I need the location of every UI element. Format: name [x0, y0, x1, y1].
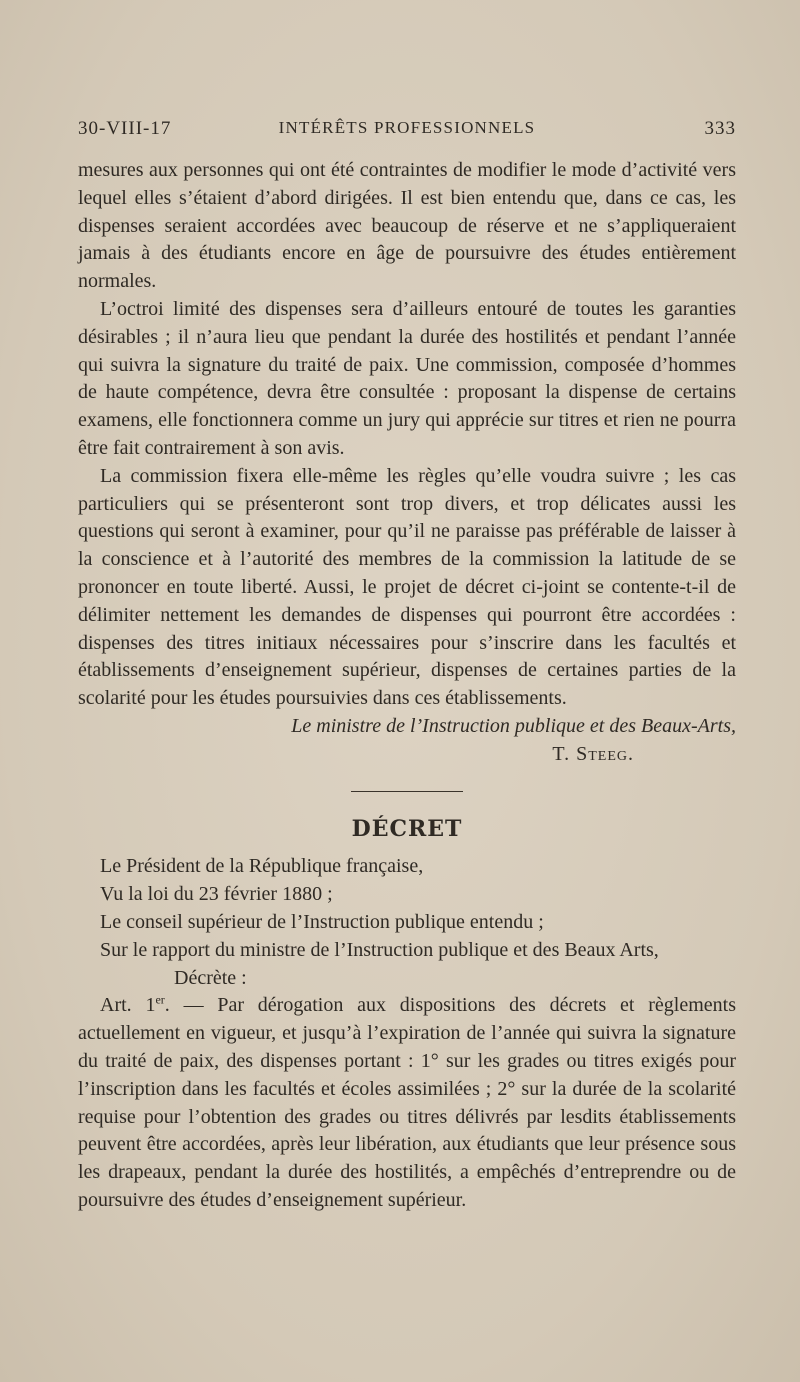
article-superscript: er [155, 992, 165, 1007]
decree-body [78, 853, 736, 1214]
page-body [78, 157, 736, 1215]
decree-article [78, 992, 736, 1214]
article-label: Art. 1 [100, 994, 156, 1017]
article-text: . — Par dérogation aux dispositions des décrets et règlements actuellement en vigueur, et jusqu’à l’expiration de l’année qui suivra la signature du traité de paix, des dispenses portant : 1° sur les grades ou titres exigés pour l’inscription dans les facultés et écoles assimilées ; 2° sur la durée de la scolarité requise pour l’obtention des grades ou titres délivrés par lesdits établissements peuvent être accordées, après leur libération, aux étudiants que leur présence sous les drapeaux, pendant la durée des hostilités, a empêchés d’entreprendre ou de poursuivre des études d’enseignement supérieur. [78, 994, 736, 1211]
decree-line: Le Président de la République française, [100, 855, 424, 878]
signature-line: Le ministre de l’Instruction publique et des Beaux-Arts, [291, 714, 736, 737]
decree-line: Le conseil supérieur de l’Instruction publique entendu ; [100, 910, 544, 933]
decree-decrete: Décrète : [174, 966, 247, 989]
header-date: 30-VIII-17 [78, 118, 172, 139]
header-title: INTÉRÊTS PROFESSIONNELS [278, 118, 536, 137]
decree-line: Sur le rapport du ministre de l’Instruction publique et des Beaux Arts, [100, 938, 659, 961]
section-divider [351, 791, 463, 792]
page-number: 333 [704, 118, 736, 139]
paragraph-continued: mesures aux personnes qui ont été contraintes de modifier le mode d’activité vers lequel elles s’étaient d’abord dirigées. Il est bien entendu que, dans ce cas, les dispenses seraient accordées avec beaucoup de réserve et ne s’appliqueraient jamais à des étudiants encore en âge de poursuivre des études entièrement normales. [78, 159, 736, 293]
paragraph: La commission fixera elle-même les règles qu’elle voudra suivre ; les cas particuliers qui se présenteront sont trop divers, et trop délicates aussi les questions qui seront à examiner, pour qu’il ne paraisse pas préférable de laisser à la conscience et à l’autorité des membres de la commission la latitude de se prononcer en toute liberté. Aussi, le projet de décret ci-joint se contente-t-il de délimiter nettement les demandes de dispenses qui pourront être accordées : dispenses des titres initiaux nécessaires pour s’inscrire dans les facultés et établissements d’enseignement supérieur, dispenses de certaines parties de la scolarité pour les études poursuivies dans ces établissements. [78, 464, 736, 710]
paragraph: L’octroi limité des dispenses sera d’ailleurs entouré de toutes les garanties désirables ; il n’aura lieu que pendant la durée des hostilités et pendant l’année qui suivra la signature du traité de paix. Une commission, composée d’hommes de haute compétence, devra être consultée : proposant la dispense de certains examens, elle fonctionnera comme un jury qui apprécie sur titres et rien ne pourra être fait contrairement à son avis. [78, 297, 736, 459]
signature-name: T. Steeg. [552, 742, 634, 765]
running-header [78, 118, 736, 148]
decree-line: Vu la loi du 23 février 1880 ; [100, 883, 333, 906]
decree-title: DÉCRET [351, 815, 463, 842]
